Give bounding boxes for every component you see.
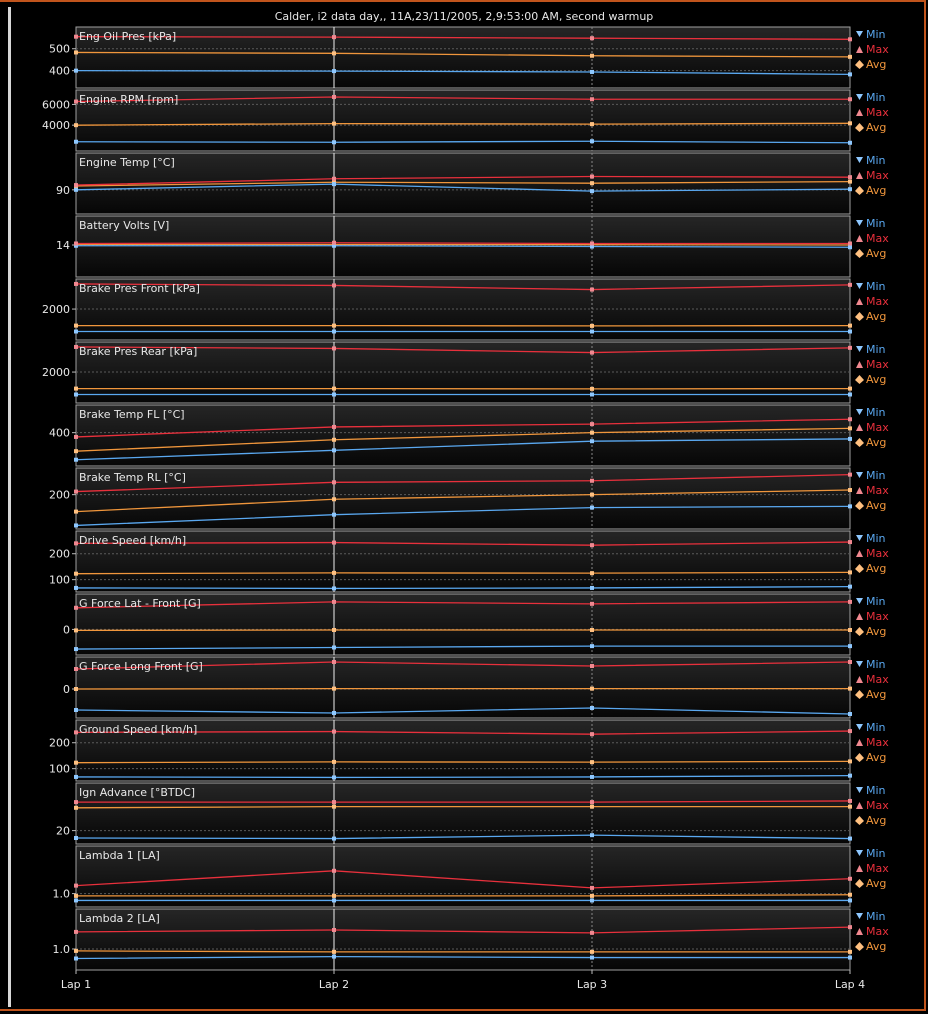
legend-min[interactable] — [856, 280, 886, 293]
triangle-up-icon — [856, 865, 863, 872]
legend-label: Max — [866, 799, 889, 812]
legend-max[interactable] — [856, 547, 889, 560]
legend-max[interactable] — [856, 358, 889, 371]
legend-label: Max — [866, 673, 889, 686]
legend-min[interactable] — [856, 847, 886, 860]
y-tick-label: 0 — [63, 683, 70, 696]
triangle-down-icon — [856, 220, 863, 226]
legend-min[interactable] — [856, 91, 886, 104]
y-tick-label: 500 — [49, 42, 70, 56]
legend-max[interactable] — [856, 421, 889, 434]
legend-min[interactable] — [856, 784, 886, 797]
x-tick-label: Lap 4 — [834, 978, 866, 991]
triangle-down-icon — [856, 94, 863, 100]
legend-label: Avg — [866, 310, 887, 323]
y-tick-label: 1.0 — [52, 887, 70, 901]
panel-14 — [53, 909, 890, 970]
panel-label: G Force Long Front [G] — [79, 660, 203, 673]
legend-label: Max — [866, 421, 889, 434]
diamond-icon — [855, 942, 864, 951]
legend-label: Min — [866, 469, 886, 482]
panel-5 — [42, 342, 889, 403]
triangle-up-icon — [856, 424, 863, 431]
legend-label: Max — [866, 232, 889, 245]
triangle-up-icon — [856, 172, 863, 179]
panel-label: Brake Pres Rear [kPa] — [79, 345, 198, 358]
legend-avg[interactable] — [855, 877, 886, 890]
panel-13 — [53, 846, 890, 907]
legend-max[interactable] — [856, 106, 889, 119]
triangle-down-icon — [856, 598, 863, 604]
diamond-icon — [855, 564, 864, 573]
panel-label: G Force Lat - Front [G] — [79, 597, 201, 610]
panel-label: Battery Volts [V] — [79, 219, 170, 232]
diamond-icon — [855, 312, 864, 321]
legend-avg[interactable] — [855, 373, 886, 386]
legend-label: Avg — [866, 121, 887, 134]
triangle-down-icon — [856, 409, 863, 415]
legend-avg[interactable] — [855, 625, 886, 638]
panel-label: Brake Temp RL [°C] — [79, 471, 186, 484]
legend-label: Avg — [866, 940, 887, 953]
x-tick-label: Lap 2 — [318, 978, 350, 991]
legend-max[interactable] — [856, 799, 889, 812]
diamond-icon — [855, 501, 864, 510]
y-tick-label: 6000 — [42, 98, 70, 112]
panel-12 — [56, 783, 889, 844]
legend-label: Avg — [866, 58, 887, 71]
legend-label: Min — [866, 910, 886, 923]
panel-7 — [49, 468, 889, 529]
y-tick-label: 1.0 — [52, 943, 70, 956]
legend-max[interactable] — [856, 925, 889, 938]
panel-label: Ign Advance [°BTDC] — [79, 786, 196, 799]
legend-label: Max — [866, 925, 889, 938]
legend-label: Avg — [866, 247, 887, 260]
diamond-icon — [855, 879, 864, 888]
triangle-down-icon — [856, 157, 863, 163]
legend-avg[interactable] — [855, 247, 886, 260]
diamond-icon — [855, 123, 864, 132]
triangle-up-icon — [856, 109, 863, 116]
legend-label: Min — [866, 280, 886, 293]
legend-label: Avg — [866, 436, 887, 449]
y-tick-label: 20 — [56, 824, 70, 838]
legend-label: Avg — [866, 184, 887, 197]
triangle-down-icon — [856, 283, 863, 289]
legend-avg[interactable] — [855, 499, 886, 512]
triangle-down-icon — [856, 724, 863, 730]
triangle-down-icon — [856, 346, 863, 352]
legend-avg[interactable] — [855, 121, 886, 134]
y-tick-label: 90 — [56, 183, 70, 197]
panel-6 — [49, 405, 889, 466]
panel-label: Ground Speed [km/h] — [79, 723, 198, 736]
legend-min[interactable] — [856, 469, 886, 482]
legend-max[interactable] — [856, 232, 889, 245]
legend-label: Max — [866, 610, 889, 623]
y-tick-label: 2000 — [42, 366, 70, 380]
legend-label: Min — [866, 154, 886, 167]
legend-label: Avg — [866, 751, 887, 764]
y-tick-label: 200 — [49, 547, 70, 561]
y-tick-label: 400 — [49, 64, 70, 78]
panel-11 — [49, 720, 889, 781]
triangle-down-icon — [856, 787, 863, 793]
panel-3 — [56, 216, 889, 277]
chart-title: Calder, i2 data day,, 11A,23/11/2005, 2,9:53:00 AM, second warmup — [274, 10, 654, 23]
triangle-down-icon — [856, 661, 863, 667]
panel-1 — [42, 90, 889, 151]
legend-label: Min — [866, 406, 886, 419]
legend-max[interactable] — [856, 862, 889, 875]
y-tick-label: 400 — [49, 426, 70, 440]
legend-label: Avg — [866, 625, 887, 638]
legend-label: Avg — [866, 499, 887, 512]
triangle-up-icon — [856, 361, 863, 368]
legend-min[interactable] — [856, 343, 886, 356]
legend-min[interactable] — [856, 532, 886, 545]
legend-label: Min — [866, 532, 886, 545]
legend-label: Max — [866, 358, 889, 371]
panel-label: Brake Temp FL [°C] — [79, 408, 185, 421]
triangle-down-icon — [856, 913, 863, 919]
diamond-icon — [855, 690, 864, 699]
panel-label: Lambda 2 [LA] — [79, 912, 160, 925]
legend-min[interactable] — [856, 721, 886, 734]
diamond-icon — [855, 627, 864, 636]
legend-label: Min — [866, 847, 886, 860]
legend-min[interactable] — [856, 910, 886, 923]
panel-label: Eng Oil Pres [kPa] — [79, 30, 177, 43]
legend-label: Max — [866, 862, 889, 875]
legend-max[interactable] — [856, 484, 889, 497]
diamond-icon — [855, 816, 864, 825]
triangle-up-icon — [856, 928, 863, 935]
triangle-down-icon — [856, 535, 863, 541]
legend-label: Max — [866, 547, 889, 560]
triangle-up-icon — [856, 676, 863, 683]
legend-label: Min — [866, 595, 886, 608]
legend-label: Avg — [866, 562, 887, 575]
triangle-down-icon — [856, 31, 863, 37]
legend-label: Max — [866, 295, 889, 308]
legend-max[interactable] — [856, 295, 889, 308]
y-tick-label: 14 — [56, 239, 70, 252]
series-max — [76, 243, 850, 244]
legend-min[interactable] — [856, 658, 886, 671]
legend-label: Avg — [866, 688, 887, 701]
panel-10 — [63, 657, 889, 718]
legend-label: Avg — [866, 877, 887, 890]
legend-label: Min — [866, 721, 886, 734]
triangle-down-icon — [856, 472, 863, 478]
legend-min[interactable] — [856, 217, 886, 230]
legend-avg[interactable] — [855, 58, 886, 71]
y-tick-label: 4000 — [42, 119, 70, 133]
diamond-icon — [855, 438, 864, 447]
legend-min[interactable] — [856, 28, 886, 41]
legend-label: Min — [866, 784, 886, 797]
y-tick-label: 200 — [49, 736, 70, 750]
legend-label: Max — [866, 484, 889, 497]
diamond-icon — [855, 375, 864, 384]
legend-avg[interactable] — [855, 436, 886, 449]
panel-label: Drive Speed [km/h] — [79, 534, 187, 547]
legend-max[interactable] — [856, 43, 889, 56]
legend-label: Min — [866, 217, 886, 230]
legend-label: Min — [866, 91, 886, 104]
legend-label: Avg — [866, 814, 887, 827]
triangle-up-icon — [856, 613, 863, 620]
legend-min[interactable] — [856, 406, 886, 419]
triangle-up-icon — [856, 802, 863, 809]
triangle-up-icon — [856, 298, 863, 305]
diamond-icon — [855, 60, 864, 69]
legend-avg[interactable] — [855, 688, 886, 701]
legend-label: Max — [866, 169, 889, 182]
legend-label: Min — [866, 28, 886, 41]
panel-2 — [56, 153, 889, 214]
legend-label: Min — [866, 658, 886, 671]
triangle-up-icon — [856, 235, 863, 242]
x-tick-label: Lap 3 — [576, 978, 608, 991]
y-tick-label: 0 — [63, 623, 70, 637]
panel-4 — [42, 279, 889, 340]
legend-avg[interactable] — [855, 184, 886, 197]
y-tick-label: 2000 — [42, 303, 70, 317]
legend-label: Max — [866, 736, 889, 749]
y-tick-label: 100 — [49, 573, 70, 587]
legend-min[interactable] — [856, 595, 886, 608]
legend-avg[interactable] — [855, 310, 886, 323]
panel-8 — [49, 531, 889, 592]
legend-avg[interactable] — [855, 940, 886, 953]
panel-label: Brake Pres Front [kPa] — [79, 282, 200, 295]
legend-max[interactable] — [856, 673, 889, 686]
triangle-up-icon — [856, 46, 863, 53]
diamond-icon — [855, 186, 864, 195]
legend-label: Max — [866, 106, 889, 119]
legend-label: Max — [866, 43, 889, 56]
y-tick-label: 100 — [49, 762, 70, 776]
y-tick-label: 200 — [49, 488, 70, 502]
panel-label: Engine Temp [°C] — [79, 156, 175, 169]
legend-min[interactable] — [856, 154, 886, 167]
diamond-icon — [855, 753, 864, 762]
x-tick-label: Lap 1 — [60, 978, 92, 991]
panel-label: Engine RPM [rpm] — [79, 93, 179, 106]
panel-9 — [63, 594, 889, 655]
legend-max[interactable] — [856, 169, 889, 182]
diamond-icon — [855, 249, 864, 258]
legend-avg[interactable] — [855, 562, 886, 575]
triangle-up-icon — [856, 739, 863, 746]
triangle-up-icon — [856, 487, 863, 494]
panel-label: Lambda 1 [LA] — [79, 849, 160, 862]
legend-max[interactable] — [856, 736, 889, 749]
panel-0 — [49, 27, 889, 88]
legend-max[interactable] — [856, 610, 889, 623]
legend-avg[interactable] — [855, 814, 886, 827]
legend-label: Avg — [866, 373, 887, 386]
legend-label: Min — [866, 343, 886, 356]
legend-avg[interactable] — [855, 751, 886, 764]
triangle-down-icon — [856, 850, 863, 856]
triangle-up-icon — [856, 550, 863, 557]
